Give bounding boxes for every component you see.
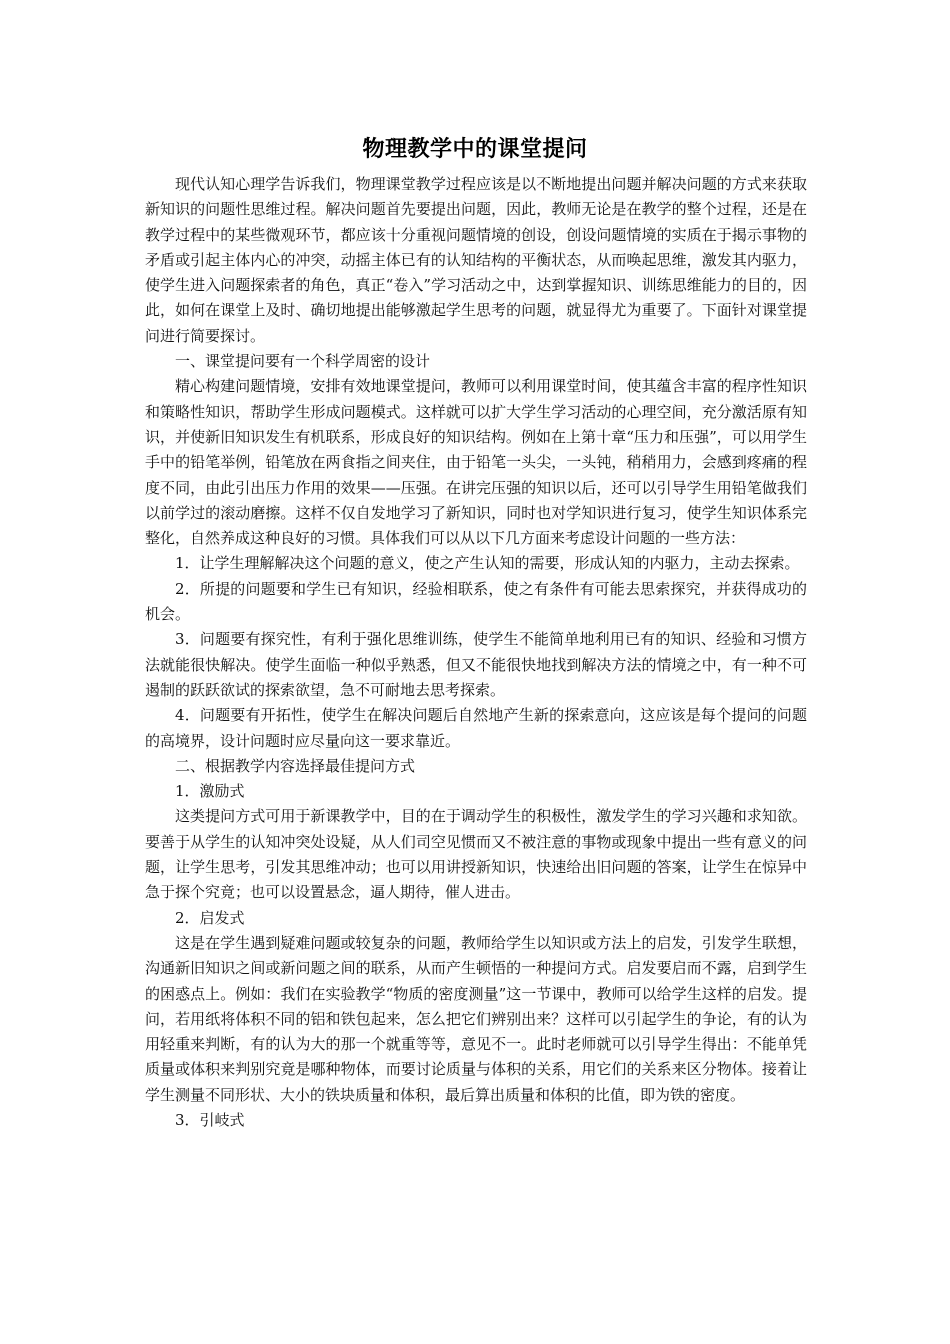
intro-paragraph: 现代认知心理学告诉我们，物理课堂教学过程应该是以不断地提出问题并解决问题的方式来获取新知识的问题性思维过程。解决问题首先要提出问题，因此，教师无论是在教学的整个过程，还是在教学过程中的某些微观环节，都应该十分重视问题情境的创设，创设问题情境的实质在于揭示事物的矛盾或引起主体内心的冲突，动摇主体已有的认知结构的平衡状态，从而唤起思维，激发其内驱力，使学生进入问题探索者的角色，真正“卷入”学习活动之中，达到掌握知识、训练思维能力的目的，因此，如何在课堂上及时、确切地提出能够激起学生思考的问题，就显得尤为重要了。下面针对课堂提问进行简要探讨。 [145,175,807,345]
document-body [145,172,807,1133]
section-1-paragraph: 精心构建问题情境，安排有效地课堂提问，教师可以利用课堂时间，使其蕴含丰富的程序性知识和策略性知识，帮助学生形成问题模式。这样就可以扩大学生学习活动的心理空间，充分激活原有知识，并使新旧知识发生有机联系，形成良好的知识结构。例如在上第十章“压力和压强”，可以用学生手中的铅笔举例，铅笔放在两食指之间夹住，由于铅笔一头尖，一头钝，稍稍用力，会感到疼痛的程度不同，由此引出压力作用的效果——压强。在讲完压强的知识以后，还可以引导学生用铅笔做我们以前学过的滚动磨擦。这样不仅自发地学习了新知识，同时也对学知识进行复习，使学生知识体系完整化，自然养成这种良好的习惯。具体我们可以从以下几方面来考虑设计问题的一些方法： [145,377,807,548]
section-heading-2: 二、根据教学内容选择最佳提问方式 [175,756,416,775]
list-item-1: 1．让学生理解解决这个问题的意义，使之产生认知的需要，形成认知的内驱力，主动去探索。 [175,554,800,573]
subheading-1: 1．激励式 [175,782,245,801]
subheading-2: 2．启发式 [175,908,245,927]
list-item-3: 3．问题要有探究性，有利于强化思维训练，使学生不能简单地利用已有的知识、经验和习惯方法就能很快解决。使学生面临一种似乎熟悉，但又不能很快地找到解决方法的情境之中，有一种不可遏制的跃跃欲试的探索欲望，急不可耐地去思考探索。 [145,630,807,699]
subsection-2-paragraph: 这是在学生遇到疑难问题或较复杂的问题，教师给学生以知识或方法上的启发，引发学生联想，沟通新旧知识之间或新问题之间的联系，从而产生顿悟的一种提问方式。启发要启而不露，启到学生的困惑点上。例如：我们在实验教学“物质的密度测量”这一节课中，教师可以给学生这样的启发。提问，若用纸将体积不同的铝和铁包起来，怎么把它们辨别出来？这样可以引起学生的争论，有的认为用轻重来判断，有的认为大的那一个就重等等，意见不一。此时老师就可以引导学生得出：不能单凭质量或体积来判别究竟是哪种物体，而要讨论质量与体积的关系，用它们的关系来区分物体。接着让学生测量不同形状、大小的铁块质量和体积，最后算出质量和体积的比值，即为铁的密度。 [145,933,807,1104]
subheading-3: 3．引岐式 [175,1110,245,1129]
list-item-4: 4．问题要有开拓性，使学生在解决问题后自然地产生新的探索意向，这应该是每个提问的问题的高境界，设计问题时应尽量向这一要求靠近。 [145,706,807,750]
section-heading-1: 一、课堂提问要有一个科学周密的设计 [175,352,431,371]
subsection-1-paragraph: 这类提问方式可用于新课教学中，目的在于调动学生的积极性，激发学生的学习兴趣和求知欲。要善于从学生的认知冲突处设疑，从人们司空见惯而又不被注意的事物或现象中提出一些有意义的问题，让学生思考，引发其思维冲动；也可以用讲授新知识，快速给出旧问题的答案，让学生在惊异中急于探个究竟；也可以设置悬念，逼人期待，催人进击。 [145,807,807,902]
document-title: 物理教学中的课堂提问 [362,137,588,162]
list-item-2: 2．所提的问题要和学生已有知识，经验相联系，使之有条件有可能去思索探究，并获得成功的机会。 [145,579,807,624]
